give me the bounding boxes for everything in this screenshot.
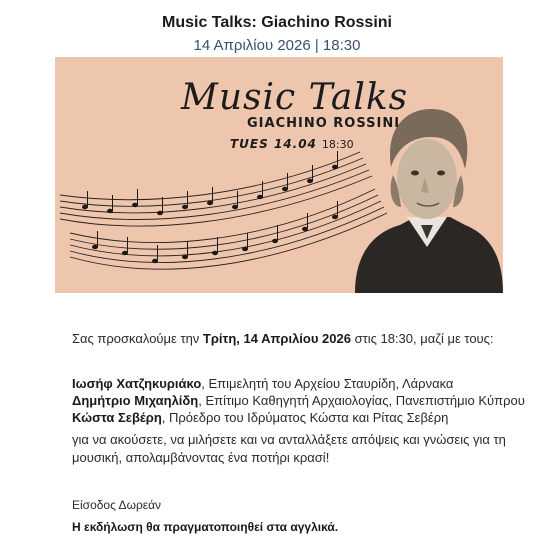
banner-date-time [230, 133, 390, 152]
speaker-role: , Επιμελητή του Αρχείου Σταυρίδη, Λάρνακα [201, 376, 454, 391]
speaker-item [72, 409, 492, 426]
speakers-list [72, 375, 525, 426]
invitation-line [72, 330, 492, 347]
language-note: Η εκδήλωση θα πραγματοποιηθεί στα αγγλικά. [72, 520, 339, 534]
description-line: για να ακούσετε, να μιλήσετε και να ανταλλάξετε απόψεις και γνώσεις για τη [72, 432, 506, 447]
description-line: μουσική, απολαμβάνοντας ένα ποτήρι κρασί! [72, 450, 330, 465]
banner-time: 18:30 [321, 138, 354, 151]
event-datetime: 14 Απριλίου 2026 | 18:30 [193, 37, 361, 54]
invitation-suffix: στις 18:30, μαζί με τους: [350, 331, 494, 346]
speaker-item [72, 392, 525, 409]
banner-composer-name: GIACHINO ROSSINI [247, 116, 401, 131]
invitation-date: Τρίτη, 14 Απριλίου 2026 [202, 331, 351, 346]
speaker-name: Δημήτριο Μιχαηλίδη [72, 393, 199, 408]
banner-date: TUES 14.04 [230, 137, 317, 151]
speaker-name: Κώστα Σεβέρη [72, 410, 162, 425]
event-description [72, 431, 506, 467]
speaker-item [72, 375, 492, 392]
event-title: Music Talks: Giachino Rossini [162, 14, 392, 31]
speaker-role: , Επίτιμο Καθηγητή Αρχαιολογίας, Πανεπιστήμιο Κύπρου [198, 393, 525, 408]
banner-script-title: Music Talks [181, 77, 409, 118]
speaker-name: Ιωσήφ Χατζηκυριάκο [72, 376, 202, 391]
speaker-role: , Πρόεδρο του Ιδρύματος Κώστα και Ρίτας Σεβέρη [161, 410, 449, 425]
event-banner [55, 57, 503, 293]
invitation-prefix: Σας προσκαλούμε την [72, 331, 203, 346]
free-entry-note: Είσοδος Δωρεάν [72, 498, 162, 512]
